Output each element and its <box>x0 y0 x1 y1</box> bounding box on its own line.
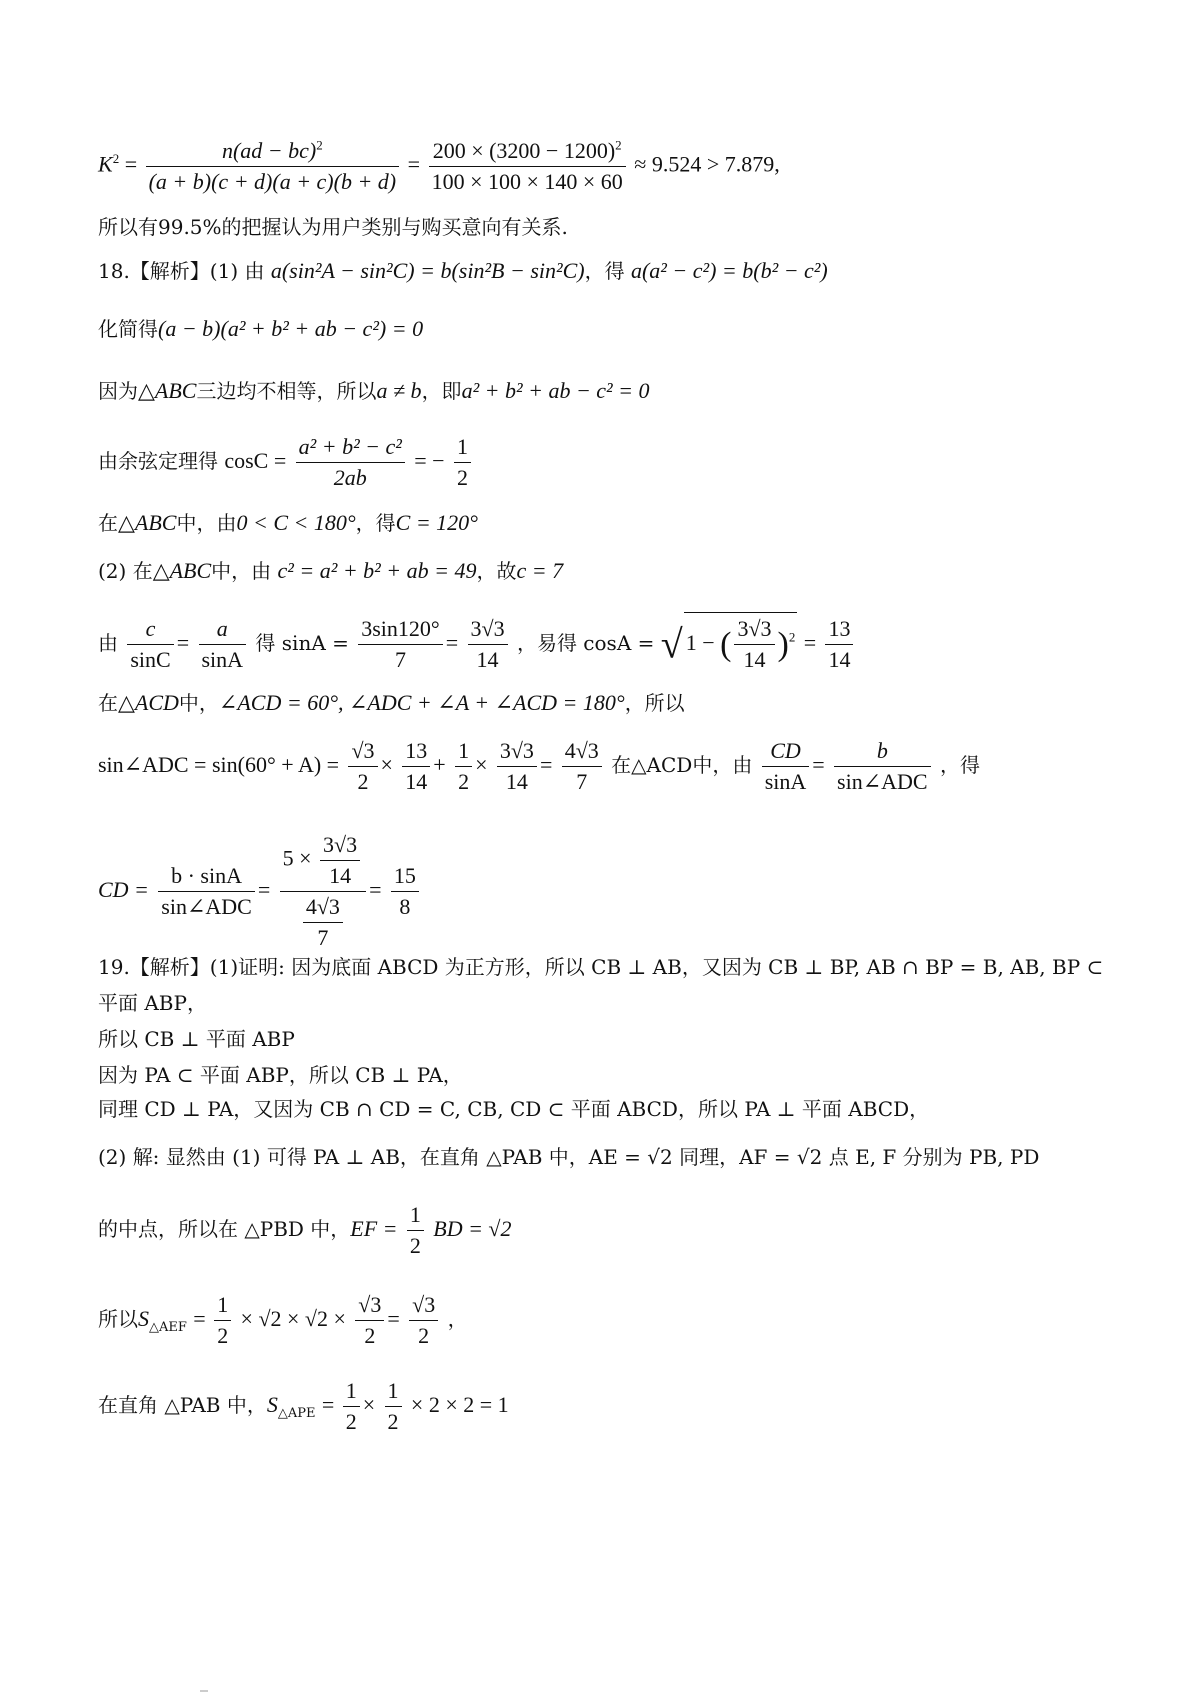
cos-fraction: $\frac{\text{a² + b² − c²}}{2ab}$ <box>296 432 405 493</box>
page-footer-mark <box>200 1690 208 1692</box>
q19-line-9: 在直角 △PAB 中，$S_{\triangle APE}$ = $\frac{1}{2}$ × $\frac{1}{2}$ × 2 × 2 = 1 <box>98 1378 509 1434</box>
q18-line-1: 18.【解析】(1) 由 a(sin²A − sin²C) = b(sin²B − sin²C)，得 a(a² − c²) = b(b² − c²) <box>98 258 828 283</box>
q18-line-10: CD = $\frac{b \cdot \sin A}{\text{sin∠ADC}}$ = 5 × $\frac{3√3}{14}$ $\frac{4√3}{7}$ = $\frac{15}{8}$ <box>98 830 422 953</box>
q18-line-4: 由余弦定理得 cosC = $\frac{\text{a² + b² − c²}}{2ab}$ = − $\frac{1}{2}$ <box>98 432 474 493</box>
k2-formula: $K^2$ = $\frac{n(ad - bc)^2}{(a + b)(c + d)(a + c)(b + d)}$ = $\frac{200 \times (3200 - 1200)^2}{100 \times 100 \times 140 \times 60}$ ≈ 9.524 > 7.879, <box>98 136 780 197</box>
q19-line-4: 因为 PA ⊂ 平面 ABP，所以 CB ⊥ PA， <box>98 1063 463 1087</box>
q19-line-7: 的中点，所以在 △PBD 中，EF = $\frac{1}{2}$ BD = √2 <box>98 1202 512 1258</box>
half-fraction: $\frac{1}{2}$ <box>454 432 471 493</box>
q18-line-9: sin∠ADC = sin(60° + A) = $\frac{√3}{2}$ × $\frac{13}{14}$ + $\frac{1}{2}$ × $\frac{3√3}{14}$ = $\frac{4√3}{7}$ 在△ACD中，由 $\frac{CD}{\sin A}$ = $\frac{b}{\text{sin∠ADC}}$ ，得 <box>98 738 980 794</box>
k2-fraction-1: $\frac{n(ad - bc)^2}{(a + b)(c + d)(a + c)(b + d)}$ <box>146 136 400 197</box>
q19-line-6: (2) 解: 显然由 (1) 可得 PA ⊥ AB，在直角 △PAB 中，AE = √2 同理，AF = √2 点 E, F 分别为 PB, PD <box>98 1145 1040 1169</box>
q18-line-8: 在△ACD中，∠ACD = 60°, ∠ADC + ∠A + ∠ACD = 180°，所以 <box>98 690 685 715</box>
k2-fraction-2: $\frac{200 \times (3200 - 1200)^2}{100 \times 100 \times 140 \times 60}$ <box>429 136 626 197</box>
q19-line-2: 平面 ABP， <box>98 991 207 1015</box>
q19-line-5: 同理 CD ⊥ PA，又因为 CB ∩ CD = C, CB, CD ⊂ 平面 ABCD，所以 PA ⊥ 平面 ABCD， <box>98 1097 930 1121</box>
q18-line-7: 由 $\frac{c}{\sin C}$ = $\frac{a}{\sin A}$ 得 sinA = $\frac{3\sin 120^\circ}{7}$ = $\frac{3√3}{14}$ ，易得 cosA = √ 1 − ( $\frac{3√3}{14}$ )$^2$ = $\frac{13}{14}$ <box>98 612 856 675</box>
q19-line-8: 所以$S_{\triangle AEF}$ = $\frac{1}{2}$ × √2 × √2 × $\frac{√3}{2}$ = $\frac{√3}{2}$ ， <box>98 1292 468 1348</box>
q19-line-1: 19.【解析】(1)证明: 因为底面 ABCD 为正方形，所以 CB ⊥ AB，又因为 CB ⊥ BP, AB ∩ BP = B, AB, BP ⊂ <box>98 955 1104 979</box>
q18-line-2: 化简得(a − b)(a² + b² + ab − c²) = 0 <box>98 316 424 341</box>
q18-line-6: (2) 在△ABC中，由 c² = a² + b² + ab = 49，故c = 7 <box>98 558 564 583</box>
q19-line-3: 所以 CB ⊥ 平面 ABP <box>98 1027 295 1051</box>
q18-line-3: 因为△ABC三边均不相等，所以a ≠ b，即a² + b² + ab − c² = 0 <box>98 378 650 403</box>
conclusion-17: 所以有99.5%的把握认为用户类别与购买意向有关系. <box>98 215 568 239</box>
q18-line-5: 在△ABC中，由0 < C < 180°，得C = 120° <box>98 510 478 535</box>
